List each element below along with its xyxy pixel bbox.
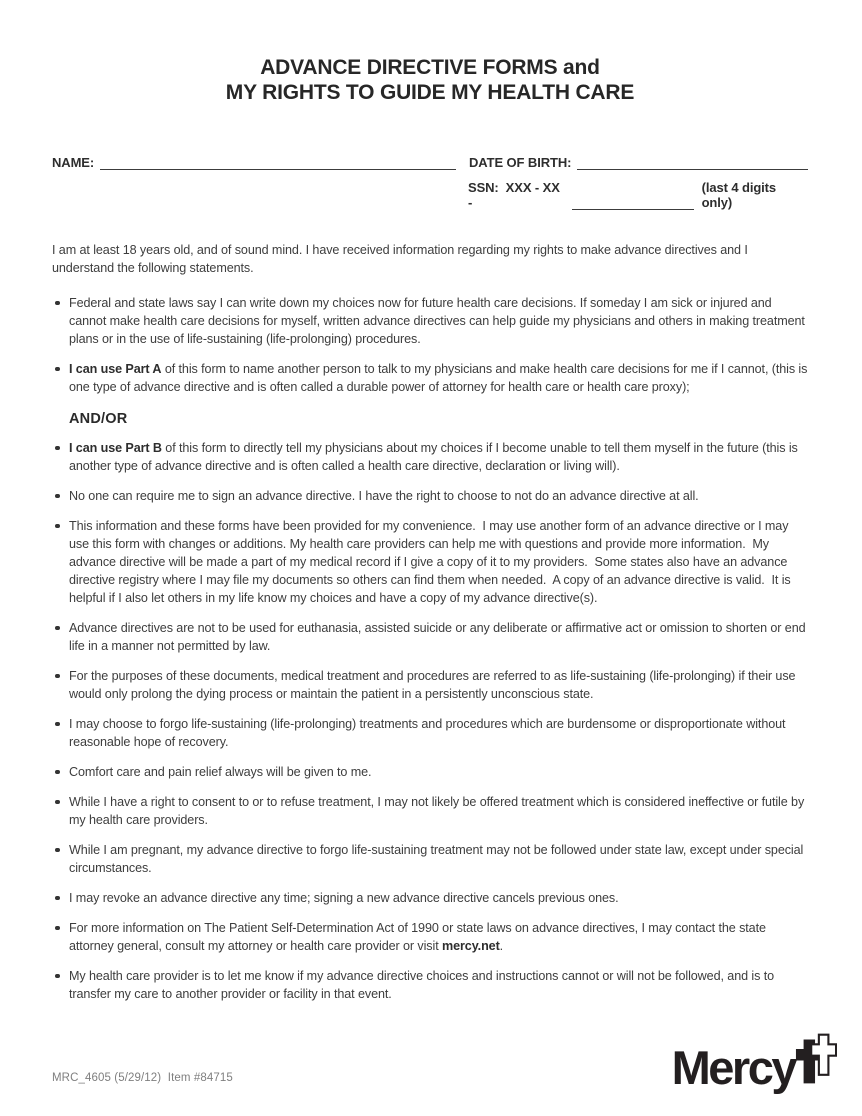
bullet-icon [55, 926, 60, 931]
statement-lead: I can use Part A [69, 362, 162, 376]
bullet-icon [55, 494, 60, 499]
bullet-icon [55, 974, 60, 979]
statement-text [69, 439, 808, 475]
statement-body: of this form to name another person to talk to my physicians and make health care decisions for me if I cannot, (this is one type of advance directive and is often called a durable power of attorney for health care or health care proxy); [69, 362, 811, 394]
statement-text: My health care provider is to let me know if my advance directive choices and instructions cannot or will not be followed, and is to transfer my care to another provider or facility in that event. [69, 969, 778, 1001]
ssn-note: (last 4 digits only) [701, 180, 780, 210]
name-blank-line [100, 156, 456, 170]
mercy-logo-text: Mercy [671, 1041, 795, 1094]
bullet-icon [55, 367, 60, 372]
page-title [52, 56, 808, 105]
statement-lead: I can use Part B [69, 441, 162, 455]
statement-item [52, 715, 808, 751]
title-line-1: ADVANCE DIRECTIVE FORMS and [260, 56, 600, 79]
page-content [52, 0, 811, 1003]
statement-item [52, 763, 808, 781]
statement-item [52, 619, 808, 655]
statement-text: While I have a right to consent to or to refuse treatment, I may not likely be offered treatment which is considered ineffective or futile by my health care providers. [69, 795, 808, 827]
ssn-field-group [468, 180, 808, 210]
statement-item [52, 360, 811, 396]
bullet-icon [55, 626, 60, 631]
statement-text: This information and these forms have been provided for my convenience. I may use another form of an advance directive or I may use this form with changes or additions. My health care providers can help me with questions and provide more information. My advance directive will be made a part of my medical record if I give a copy of it to my providers. Some states also have an advance directive registry where I may file my documents so others can find them when needed. A copy of an advance directive is valid. It is helpful if I also let others in my life know my choices and have a copy of my advance directive(s). [69, 519, 795, 605]
mercy-net-link: mercy.net [442, 939, 500, 953]
bullet-icon [55, 446, 60, 451]
statement-item [52, 517, 808, 607]
statement-text: No one can require me to sign an advance directive. I have the right to choose to not do an advance directive at all. [69, 489, 699, 503]
statement-item [52, 919, 808, 955]
name-label: NAME: [52, 155, 95, 170]
mercy-logo [671, 1031, 837, 1094]
dob-label: DATE OF BIRTH: [469, 155, 572, 170]
statement-text: I may choose to forgo life-sustaining (life-prolonging) treatments and procedures which are burdensome or disproportionate without reasonable hope of recovery. [69, 717, 789, 749]
statement-body-after: . [499, 939, 504, 953]
statement-item [52, 793, 808, 829]
statement-item [52, 294, 808, 348]
statement-text [69, 360, 811, 396]
statement-text: Federal and state laws say I can write down my choices now for future health care decisions. If someday I am sick or injured and cannot make health care decisions for myself, written advance directives can help guide my physicians and others in making treatment plans or in the use of life-sustaining (life-prolonging) procedures. [69, 296, 809, 346]
double-cross-icon [795, 1031, 837, 1090]
name-dob-row [52, 155, 808, 170]
bullet-icon [55, 770, 60, 775]
bullet-icon [55, 800, 60, 805]
statement-text: While I am pregnant, my advance directive to forgo life-sustaining treatment may not be followed under state law, except under special circumstances. [69, 843, 807, 875]
statement-body: of this form to directly tell my physicians about my choices if I become unable to tell them myself in the future (this is another type of advance directive and is often called a health care directive, declaration or living will). [69, 441, 802, 473]
dob-field-group [469, 155, 808, 170]
bullet-icon [55, 674, 60, 679]
dob-blank-line [577, 156, 808, 170]
ssn-blank-line [572, 196, 694, 210]
statement-item [52, 487, 808, 505]
statement-item [52, 841, 808, 877]
statement-item [52, 967, 808, 1003]
document-code: MRC_4605 (5/29/12) Item #84715 [52, 1072, 233, 1084]
statement-text: For the purposes of these documents, medical treatment and procedures are referred to as life-sustaining (life-prolonging) if their use would only prolong the dying process or maintain the patient in a persistently unconscious state. [69, 669, 799, 701]
name-field-group [52, 155, 456, 170]
bullet-icon [55, 301, 60, 306]
title-line-2: MY RIGHTS TO GUIDE MY HEALTH CARE [225, 80, 635, 104]
statement-item [52, 439, 808, 475]
statement-body: For more information on The Patient Self-Determination Act of 1990 or state laws on advance directives, I may contact the state attorney general, consult my attorney or health care provider or visit [69, 921, 770, 953]
statement-text: Advance directives are not to be used for euthanasia, assisted suicide or any deliberate or affirmative act or omission to shorten or end life in a manner not permitted by law. [69, 621, 809, 653]
statement-item [52, 667, 808, 703]
bullet-icon [55, 722, 60, 727]
bullet-icon [55, 848, 60, 853]
intro-paragraph: I am at least 18 years old, and of sound mind. I have received information regarding my rights to make advance directives and I understand the following statements. [52, 243, 752, 275]
statement-text: I may revoke an advance directive any time; signing a new advance directive cancels previous ones. [69, 891, 619, 905]
statement-item [52, 889, 808, 907]
and-or-heading: AND/OR [69, 411, 128, 427]
statement-text: Comfort care and pain relief always will be given to me. [69, 765, 372, 779]
bullet-icon [55, 524, 60, 529]
statement-text [69, 919, 808, 955]
bullet-icon [55, 896, 60, 901]
ssn-label: SSN: XXX - XX - [468, 180, 564, 210]
